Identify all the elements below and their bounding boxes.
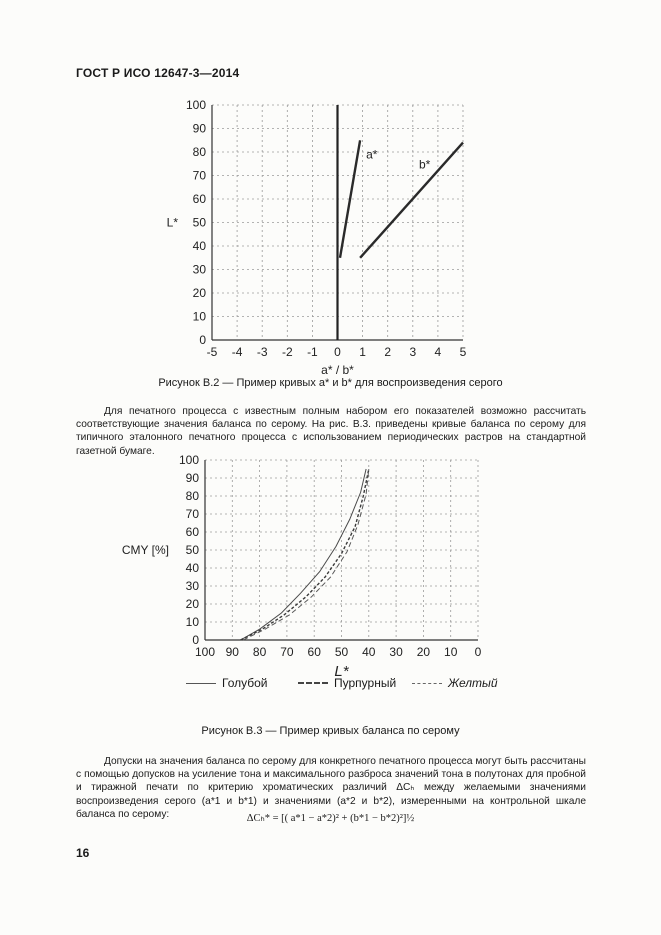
y-tick-label: 80 xyxy=(185,489,199,503)
x-tick-label: 4 xyxy=(434,345,442,359)
x-tick-label: -5 xyxy=(206,345,218,359)
legend-yellow-line xyxy=(412,683,442,684)
y-tick-label: 90 xyxy=(185,471,199,485)
legend-cyan-label: Голубой xyxy=(222,676,268,690)
y-axis-label: CMY [%] xyxy=(121,543,169,557)
x-tick-label: 30 xyxy=(389,645,403,659)
y-tick-label: 100 xyxy=(178,453,199,467)
standard-header: ГОСТ Р ИСО 12647-3—2014 xyxy=(76,66,240,80)
x-tick-label: -3 xyxy=(256,345,268,359)
y-tick-label: 60 xyxy=(192,192,206,206)
y-tick-label: 20 xyxy=(185,597,199,611)
legend-yellow xyxy=(412,676,498,690)
y-tick-label: 80 xyxy=(192,145,206,159)
paragraph-1-text: Для печатного процесса с известным полным набором его показателей возможно рассчитать соответствующие значения баланса по серому. На рис. В.3. приведены кривые баланса по серому для типичного эталонного печатного процесса с использованием периодических растров на стандартной газетной бумаге. xyxy=(76,406,586,457)
paragraph-2-text: Допуски на значения баланса по серому для конкретного печатного процесса могут быть рассчитаны с помощью допусков на усиление тона и максимального разброса значений тона в полутонах для пробной и тиражной печати по критерию хроматических различий ΔCₕ между желаемыми значениями воспроизведения серого (a*1 и b*1) и значениями (a*2 и b*2), измеренными на контрольной шкале баланса по серому: xyxy=(76,756,586,820)
x-tick-label: -1 xyxy=(307,345,318,359)
y-tick-label: 0 xyxy=(192,633,199,647)
x-tick-label: 2 xyxy=(384,345,392,359)
legend-magenta xyxy=(298,676,396,690)
x-tick-label: 20 xyxy=(416,645,431,659)
x-tick-label: -2 xyxy=(281,345,293,359)
formula: ΔCₕ* = [( a*1 − a*2)² + (b*1 − b*2)²]½ xyxy=(246,813,415,824)
y-axis-label: L* xyxy=(166,215,178,230)
y-tick-label: 40 xyxy=(185,561,199,575)
x-tick-label: -4 xyxy=(231,345,243,359)
legend-magenta-line xyxy=(298,682,328,684)
x-axis-label: a* / b* xyxy=(321,363,354,377)
x-tick-label: 90 xyxy=(225,645,239,659)
series-label-1: a* xyxy=(366,147,378,162)
y-tick-label: 50 xyxy=(185,543,199,557)
x-tick-label: 3 xyxy=(409,345,417,359)
x-tick-label: 40 xyxy=(362,645,376,659)
y-tick-label: 40 xyxy=(192,239,206,253)
legend-magenta-label: Пурпурный xyxy=(334,676,397,690)
series-label-2: b* xyxy=(419,157,431,172)
figure-b2-caption: Рисунок В.2 — Пример кривых a* и b* для воспроизведения серого xyxy=(158,377,503,389)
y-tick-label: 60 xyxy=(185,525,199,539)
y-tick-label: 90 xyxy=(192,121,206,136)
y-tick-label: 50 xyxy=(192,215,206,230)
y-tick-label: 10 xyxy=(185,615,199,629)
y-tick-label: 100 xyxy=(185,98,206,112)
x-tick-label: 0 xyxy=(334,345,341,359)
y-tick-label: 70 xyxy=(192,168,206,183)
x-tick-label: 80 xyxy=(252,645,267,659)
y-tick-label: 70 xyxy=(185,507,199,521)
legend-yellow-label: Желтый xyxy=(448,676,498,690)
series-line-2 xyxy=(241,469,369,640)
x-tick-label: 1 xyxy=(359,345,366,359)
y-tick-label: 0 xyxy=(199,333,206,347)
x-tick-label: 70 xyxy=(280,645,294,659)
y-tick-label: 30 xyxy=(192,262,206,277)
x-axis-label: L* xyxy=(334,663,349,680)
x-tick-label: 60 xyxy=(307,645,321,659)
page-number: 16 xyxy=(76,846,90,860)
series-line-1 xyxy=(241,469,367,640)
figure-b3-caption: Рисунок В.3 — Пример кривых баланса по серому xyxy=(201,725,460,737)
y-tick-label: 10 xyxy=(192,309,206,324)
x-tick-label: 100 xyxy=(194,645,216,659)
legend-cyan-line xyxy=(186,683,216,684)
series-line-3 xyxy=(243,469,369,640)
x-tick-label: 5 xyxy=(459,345,467,359)
x-tick-label: 0 xyxy=(474,645,482,659)
x-tick-label: 10 xyxy=(444,645,458,659)
x-tick-label: 50 xyxy=(334,645,349,659)
y-tick-label: 20 xyxy=(192,286,206,300)
y-tick-label: 30 xyxy=(185,579,199,593)
legend-cyan xyxy=(186,676,268,690)
